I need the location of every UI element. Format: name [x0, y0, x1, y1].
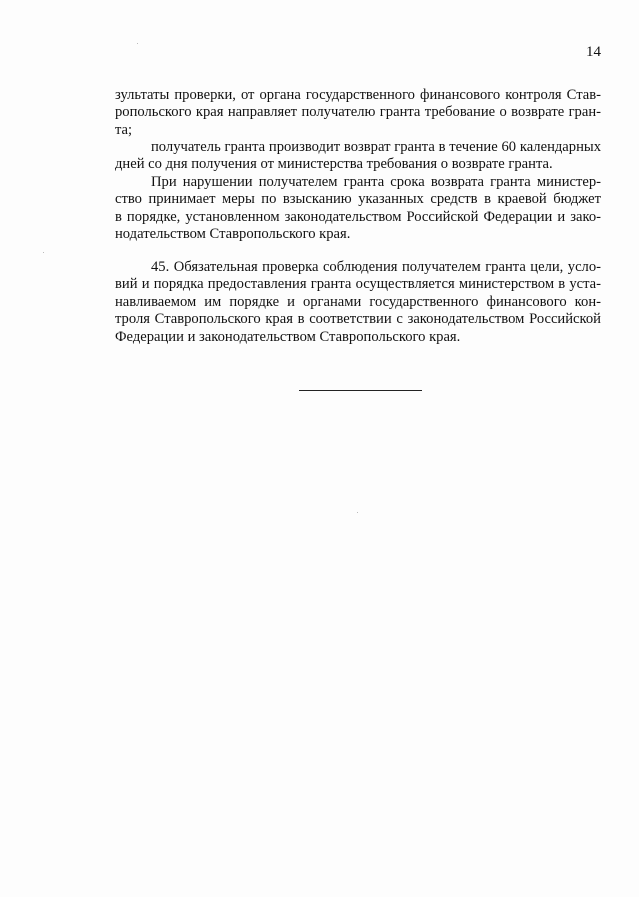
paragraph-1 — [115, 87, 601, 139]
end-divider-line — [299, 390, 422, 391]
scan-speck — [357, 512, 358, 513]
paragraph-line: Федерации и законодательством Ставропольского края. — [115, 328, 461, 345]
scan-speck — [43, 252, 44, 253]
paragraph-line: получатель гранта производит возврат гранта в течение 60 календарных — [151, 139, 601, 155]
paragraph-line: навливаемом им порядке и органами государственного финансового кон- — [115, 293, 601, 310]
paragraph-line: нодательством Ставропольского края. — [115, 226, 351, 243]
paragraph-line: та; — [115, 121, 133, 138]
paragraph-line: ропольского края направляет получателю гранта требование о возврате гран- — [115, 104, 601, 121]
paragraph-line: 45. Обязательная проверка соблюдения получателем гранта цели, усло- — [151, 259, 601, 275]
page-number: 14 — [586, 44, 601, 60]
paragraph-45 — [115, 259, 601, 346]
paragraph-line: троля Ставропольского края в соответствии с законодательством Российской — [115, 311, 601, 328]
paragraph-line: При нарушении получателем гранта срока возврата гранта министер- — [151, 174, 601, 190]
scan-speck — [137, 43, 138, 44]
paragraph-line: ство принимает меры по взысканию указанных средств в краевой бюджет — [115, 191, 601, 208]
paragraph-line: вий и порядка предоставления гранта осуществляется министерством в уста- — [115, 276, 601, 293]
paragraph-2 — [115, 139, 601, 174]
paragraph-line: в порядке, установленном законодательством Российской Федерации и зако- — [115, 208, 601, 225]
paragraph-line: дней со дня получения от министерства требования о возврате гранта. — [115, 156, 553, 173]
paragraph-line: зультаты проверки, от органа государственного финансового контроля Став- — [115, 87, 601, 103]
paragraph-3 — [115, 174, 601, 244]
